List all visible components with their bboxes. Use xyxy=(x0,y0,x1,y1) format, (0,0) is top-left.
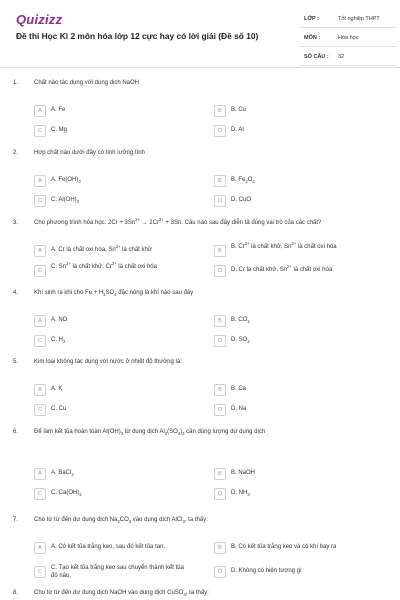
option-text: D. Na xyxy=(231,406,247,412)
answer-option-b[interactable] xyxy=(214,314,396,328)
option-text: C. $Sn^{2+}$ là chất khử, $Cr^{3+}$ là chất oxi hóa xyxy=(51,261,157,270)
option-text: C. $Ca(OH)_2$ xyxy=(51,490,82,498)
option-letter-box[interactable]: D xyxy=(214,265,226,277)
answer-option-b[interactable] xyxy=(214,467,396,481)
answer-option-b[interactable] xyxy=(214,383,396,397)
option-text: A. BaCl$_2$ xyxy=(51,470,74,478)
meta-value: Tốt nghiệp THPT xyxy=(338,16,380,22)
option-letter-box[interactable]: A xyxy=(34,105,46,117)
option-text: A. Có kết tủa trắng keo, sau đó kết tủa tan. xyxy=(51,544,166,550)
question-number: 8. xyxy=(13,590,19,596)
answer-option-c[interactable] xyxy=(34,334,210,348)
question-text: Hợp chất nào dưới đây có tính lưỡng tính xyxy=(34,150,145,156)
question-number: 3. xyxy=(13,220,19,226)
option-letter-box[interactable]: B xyxy=(214,315,226,327)
option-text: C. $Al(OH)_3$ xyxy=(51,197,80,205)
option-text: D. Cr là chất khử, $Sn^{2+}$ là chất oxi hóa xyxy=(231,264,333,273)
answer-option-a[interactable] xyxy=(34,467,210,481)
question-text: Cho từ từ đến dư dung dịch $Na_2CO_3$ vào dung dịch AlCl$_3$, ta thấy: xyxy=(34,517,208,525)
quizizz-logo: Quizizz xyxy=(16,12,63,27)
option-letter-box[interactable]: A xyxy=(34,542,46,554)
option-letter-box[interactable]: A xyxy=(34,175,46,187)
option-text: B. $Cr^{3+}$ là chất khử, $Sn^{2+}$ là chất oxi hóa xyxy=(231,241,337,250)
question-text: Khí sinh ra khi cho $Fe + H_2SO_4$ đặc nóng là khí nào sau đây xyxy=(34,290,194,298)
worksheet-title: Đề thi Học Kì 2 môn hóa lớp 12 cực hay có lời giải (Đề số 10) xyxy=(16,31,259,41)
option-letter-box[interactable]: A xyxy=(34,384,46,396)
option-letter-box[interactable]: D xyxy=(214,566,226,578)
option-text: A. Cr là chất oxi hóa, $Sn^{2+}$ là chất khử xyxy=(51,244,152,253)
question-number: 2. xyxy=(13,150,19,156)
option-text: B. $Fe_2O_3$ xyxy=(231,177,255,185)
option-letter-box[interactable]: D xyxy=(214,195,226,207)
question-text: Chất nào tác dụng với dung dịch NaOH xyxy=(34,80,139,86)
question-text: Cho từ từ đến dư dung dịch NaOH vào dung dịch CuSO$_4$, ta thấy: xyxy=(34,590,209,598)
answer-option-c[interactable] xyxy=(34,261,210,278)
question-text: Cho phương trình hóa học: $2Cr + 3Sn^{2+} \to 2Cr^{3+} + 3Sn$. Câu nào sau đây diễn tả đúng vai trò của các chất? xyxy=(34,217,322,226)
answer-option-d[interactable] xyxy=(214,487,396,501)
question-number: 7. xyxy=(13,517,19,523)
option-text: C. $H_2$ xyxy=(51,337,66,345)
question-number: 4. xyxy=(13,290,19,296)
option-text: A. $Fe(OH)_3$ xyxy=(51,177,81,185)
option-letter-box[interactable]: B xyxy=(214,542,226,554)
option-letter-box[interactable]: B xyxy=(214,175,226,187)
meta-label: MÔN : xyxy=(304,35,321,41)
answer-option-b[interactable] xyxy=(214,104,396,118)
option-letter-box[interactable]: C xyxy=(34,488,46,500)
meta-value: 32 xyxy=(338,54,345,60)
option-letter-box[interactable]: D xyxy=(214,335,226,347)
option-text: D. $NH_3$ xyxy=(231,490,250,498)
option-text: B. Cu xyxy=(231,107,247,113)
option-letter-box[interactable]: A xyxy=(34,245,46,257)
answer-option-c[interactable] xyxy=(34,194,210,208)
option-letter-box[interactable]: C xyxy=(34,195,46,207)
option-letter-box[interactable]: C xyxy=(34,404,46,416)
option-text: A. NO xyxy=(51,317,68,323)
meta-label: SỐ CÂU : xyxy=(304,54,329,60)
option-text: A. Fe xyxy=(51,107,66,113)
meta-label: LỚP : xyxy=(304,16,319,22)
answer-option-d[interactable] xyxy=(214,403,396,417)
option-letter-box[interactable]: C xyxy=(34,335,46,347)
answer-option-a[interactable] xyxy=(34,174,210,188)
option-letter-box[interactable]: B xyxy=(214,468,226,480)
answer-option-c[interactable] xyxy=(34,403,210,417)
question-number: 6. xyxy=(13,429,19,435)
option-text: C. Tạo kết tủa trắng keo sau chuyển thành kết tủa đỏ nâu. xyxy=(51,565,184,579)
answer-option-b[interactable] xyxy=(214,541,396,555)
option-letter-box[interactable]: A xyxy=(34,315,46,327)
answer-option-d[interactable] xyxy=(214,334,396,348)
option-letter-box[interactable]: A xyxy=(34,468,46,480)
option-letter-box[interactable]: B xyxy=(214,245,226,257)
option-text: D. CuO xyxy=(231,197,252,203)
answer-option-d[interactable] xyxy=(214,565,396,579)
option-letter-box[interactable]: C xyxy=(34,125,46,137)
answer-option-c[interactable] xyxy=(34,124,210,138)
answer-option-b[interactable] xyxy=(214,174,396,188)
question-number: 1. xyxy=(13,80,19,86)
answer-option-d[interactable] xyxy=(214,124,396,138)
option-text: D. Không có hiện tượng gì xyxy=(231,568,302,574)
answer-option-d[interactable] xyxy=(214,264,396,278)
answer-option-a[interactable] xyxy=(34,541,210,555)
answer-option-c[interactable] xyxy=(34,565,210,579)
option-letter-box[interactable]: D xyxy=(214,404,226,416)
answer-option-a[interactable] xyxy=(34,244,210,258)
option-text: B. NaOH xyxy=(231,470,256,476)
meta-value: Hóa học xyxy=(338,35,359,41)
option-text: B. $CO_2$ xyxy=(231,317,250,325)
answer-option-a[interactable] xyxy=(34,104,210,118)
option-text: C. Mg xyxy=(51,127,68,133)
option-text: C. Cu xyxy=(51,406,67,412)
question-text: Kim loại không tác dụng với nước ở nhiệt độ thường là: xyxy=(34,359,182,365)
answer-option-a[interactable] xyxy=(34,383,210,397)
answer-option-c[interactable] xyxy=(34,487,210,501)
option-text: D. Al xyxy=(231,127,244,133)
option-letter-box[interactable]: D xyxy=(214,125,226,137)
answer-option-a[interactable] xyxy=(34,314,210,328)
option-text: A. K xyxy=(51,386,63,392)
option-text: B. Có kết tủa trắng keo và có khí bay ra xyxy=(231,544,337,550)
option-letter-box[interactable]: C xyxy=(34,566,46,578)
option-text: B. Ca xyxy=(231,386,247,392)
option-letter-box[interactable]: B xyxy=(214,384,226,396)
option-letter-box[interactable]: B xyxy=(214,105,226,117)
option-letter-box[interactable]: D xyxy=(214,488,226,500)
question-number: 5. xyxy=(13,359,19,365)
answer-option-b[interactable] xyxy=(214,241,396,258)
option-letter-box[interactable]: C xyxy=(34,265,46,277)
option-text: D. $SO_2$ xyxy=(231,337,250,345)
answer-option-d[interactable] xyxy=(214,194,396,208)
question-text: Để làm kết tủa hoàn toàn $Al(OH)_3$ từ dung dịch $Al_2(SO_4)_3$ cần dùng lượng dư dung dịch xyxy=(34,429,266,437)
